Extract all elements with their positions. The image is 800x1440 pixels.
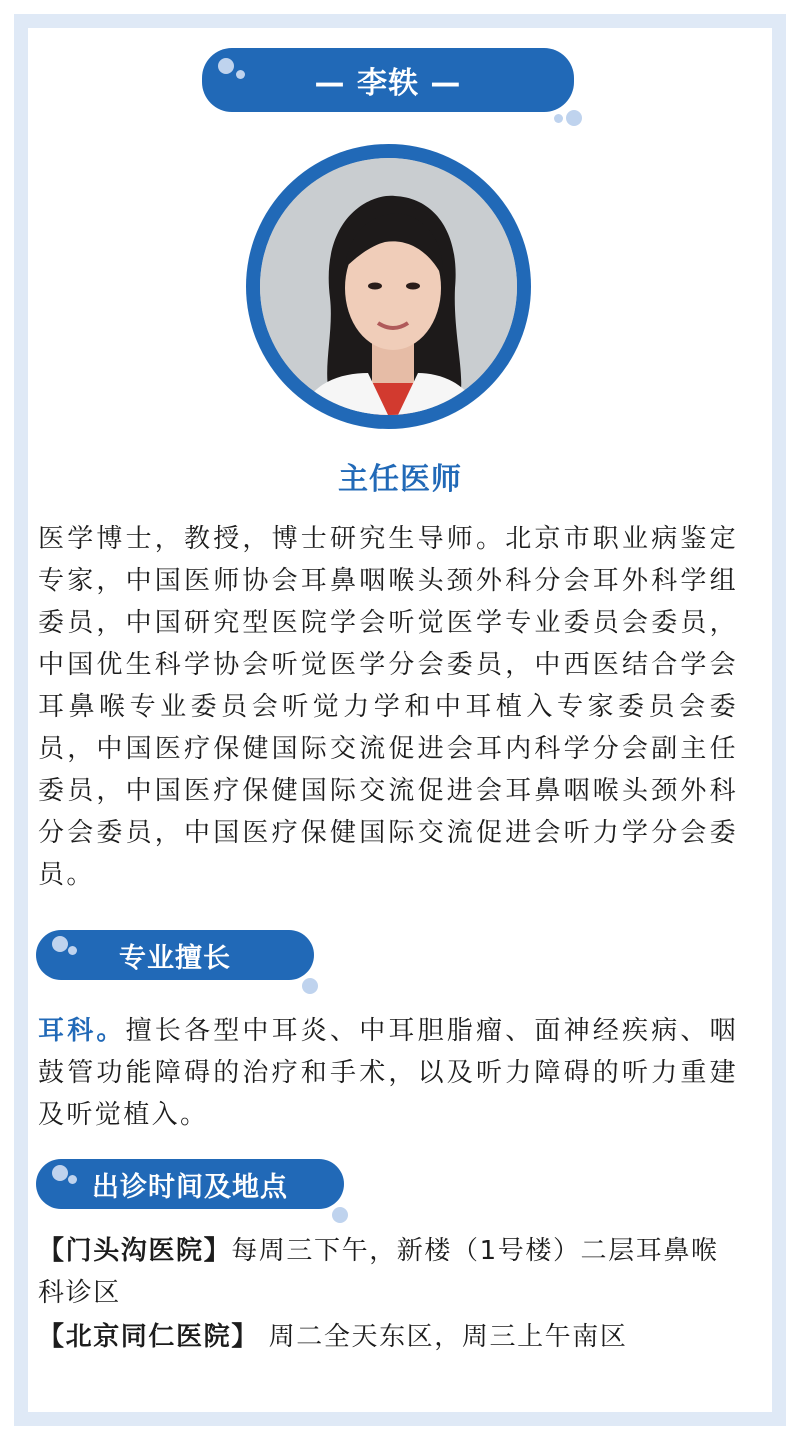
clinic-entry <box>38 1316 742 1358</box>
decor-dot <box>68 1175 77 1184</box>
doctor-bio: 医学博士，教授，博士研究生导师。北京市职业病鉴定专家，中国医师协会耳鼻咽喉头颈外科分会耳外科学组委员，中国研究型医院学会听觉医学专业委员会委员，中国优生科学协会听觉医学分会委员，中西医结合学会耳鼻喉专业委员会听觉力学和中耳植入专家委员会委员，中国医疗保健国际交流促进会耳内科学分会副主任委员，中国医疗保健国际交流促进会耳鼻咽喉头颈外科分会委员，中国医疗保健国际交流促进会听力学分会委员。 <box>38 524 738 890</box>
doctor-name: — 李轶 — <box>314 66 462 101</box>
decor-dot <box>236 70 245 79</box>
decor-dot <box>68 946 77 955</box>
portrait-illustration <box>260 158 517 415</box>
clinic-entry <box>38 1230 742 1314</box>
clinic-detail: 周二全天东区，周三上午南区 <box>258 1322 628 1352</box>
clinic-hospital: 【北京同仁医院】 <box>38 1322 259 1352</box>
clinic-detail: 每周三下午，新楼（1号楼）二层耳鼻喉科诊区 <box>38 1236 719 1308</box>
decor-dot <box>218 58 234 74</box>
doctor-name-banner <box>202 48 574 112</box>
decor-dot <box>332 1207 348 1223</box>
decor-dot <box>566 110 582 126</box>
specialty-text <box>38 1010 738 1136</box>
specialty-highlight: 耳科。 <box>38 1016 126 1046</box>
doctor-portrait <box>260 158 517 415</box>
clinic-heading-label: 出诊时间及地点 <box>92 1171 288 1203</box>
clinic-hospital: 【门头沟医院】 <box>38 1236 232 1266</box>
specialty-description: 擅长各型中耳炎、中耳胆脂瘤、面神经疾病、咽鼓管功能障碍的治疗和手术，以及听力障碍的听力重建及听觉植入。 <box>38 1016 739 1130</box>
specialty-heading <box>36 930 314 980</box>
specialty-heading-label: 专业擅长 <box>119 942 231 974</box>
portrait-ring <box>246 144 531 429</box>
decor-dot <box>52 936 68 952</box>
decor-dot <box>554 114 563 123</box>
clinic-heading <box>36 1159 344 1209</box>
decor-dot <box>302 978 318 994</box>
decor-dot <box>52 1165 68 1181</box>
doctor-title: 主任医师 <box>338 462 462 497</box>
